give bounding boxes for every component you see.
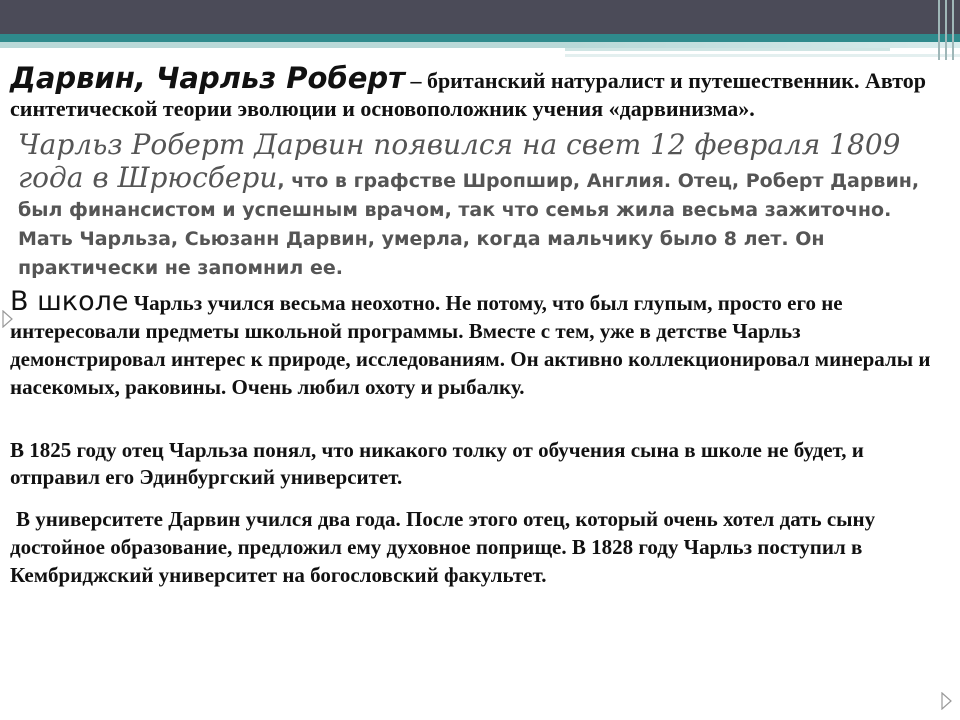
edinburgh-paragraph: В 1825 году отец Чарльза понял, что никакого толку от обучения сына в школе не будет, и отправил его Эдинбургский университет. — [10, 438, 864, 489]
school-paragraph — [10, 288, 945, 401]
triangle-marker-icon — [941, 692, 952, 710]
heading-paragraph — [10, 61, 945, 123]
corner-lines-decoration — [934, 0, 960, 60]
header-dark-bar — [0, 0, 960, 34]
heading-description: – британский натуралист и путешественник. Автор синтетической теории эволюции и основоположник учения «дарвинизма». — [10, 68, 926, 121]
header-teal-stripe — [0, 34, 960, 42]
heading-name: Дарвин, Чарльз Роберт — [10, 61, 405, 95]
school-details: Чарльз учился весьма неохотно. Не потому, что был глупым, просто его не интересовали предметы школьной программы. Вместе с тем, уже в детстве Чарльз демонстрировал интерес к природе, исследованиям. Он активно коллекционировал минералы и насекомых, раковины. Очень любил охоту и рыбалку. — [10, 291, 931, 399]
birth-details: , что в графстве Шропшир, Англия. Отец, Роберт Дарвин, был финансистом и успешным врачом, так что семья жила весьма зажиточно. Мать Чарльза, Сьюзанн Дарвин, умерла, когда мальчику было 8 лет. Он практически не запомнил ее. — [18, 170, 920, 279]
school-lead: В школе — [10, 286, 129, 317]
header-streak — [565, 54, 960, 57]
birth-intro: Чарльз Роберт Дарвин появился на свет 12 февраля 1809 года в Шрюсбери — [18, 128, 901, 194]
cambridge-paragraph: В университете Дарвин учился два года. После этого отец, который очень хотел дать сыну достойное образование, предложил ему духовное поприще. В 1828 году Чарльз поступил в Кембриджский университет на богословский факультет. — [10, 507, 876, 587]
birth-paragraph — [18, 130, 948, 283]
header-streak — [565, 48, 890, 51]
